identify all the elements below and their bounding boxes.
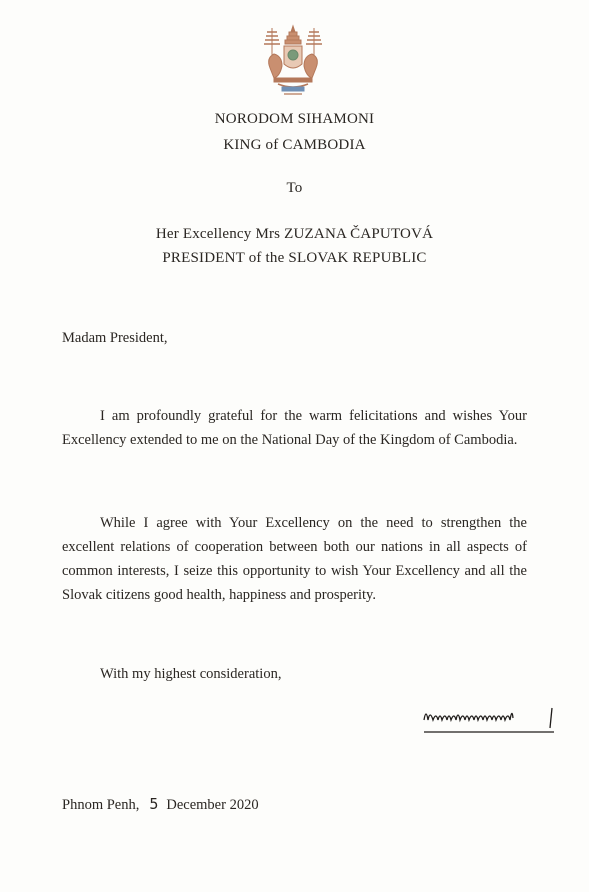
sender-name: NORODOM SIHAMONI xyxy=(214,111,375,127)
body-paragraph-2: While I agree with Your Excellency on the need to strengthen the excellent relations of cooperation between both our nations in all aspects of common interests, I seize this opportunity to wish Your Excellency and all the Slovak citizens good health, happiness and prosperity. xyxy=(62,515,527,603)
date-day: 5 xyxy=(149,795,159,813)
royal-crest-icon xyxy=(258,24,328,100)
date-line xyxy=(62,795,259,814)
closing: With my highest consideration, xyxy=(100,666,282,682)
to-label: To xyxy=(286,180,303,196)
recipient-name: Her Excellency Mrs ZUZANA ČAPUTOVÁ xyxy=(155,226,434,242)
salutation: Madam President, xyxy=(62,330,168,346)
body-paragraph-1: I am profoundly grateful for the warm felicitations and wishes Your Excellency extended to me on the National Day of the Kingdom of Cambodia. xyxy=(62,408,527,448)
sender-title: KING of CAMBODIA xyxy=(223,137,366,153)
signature-icon xyxy=(420,698,560,740)
recipient-title: PRESIDENT of the SLOVAK REPUBLIC xyxy=(162,250,427,266)
place-name: Phnom Penh, xyxy=(62,797,140,813)
date-month-year: December 2020 xyxy=(166,797,259,813)
